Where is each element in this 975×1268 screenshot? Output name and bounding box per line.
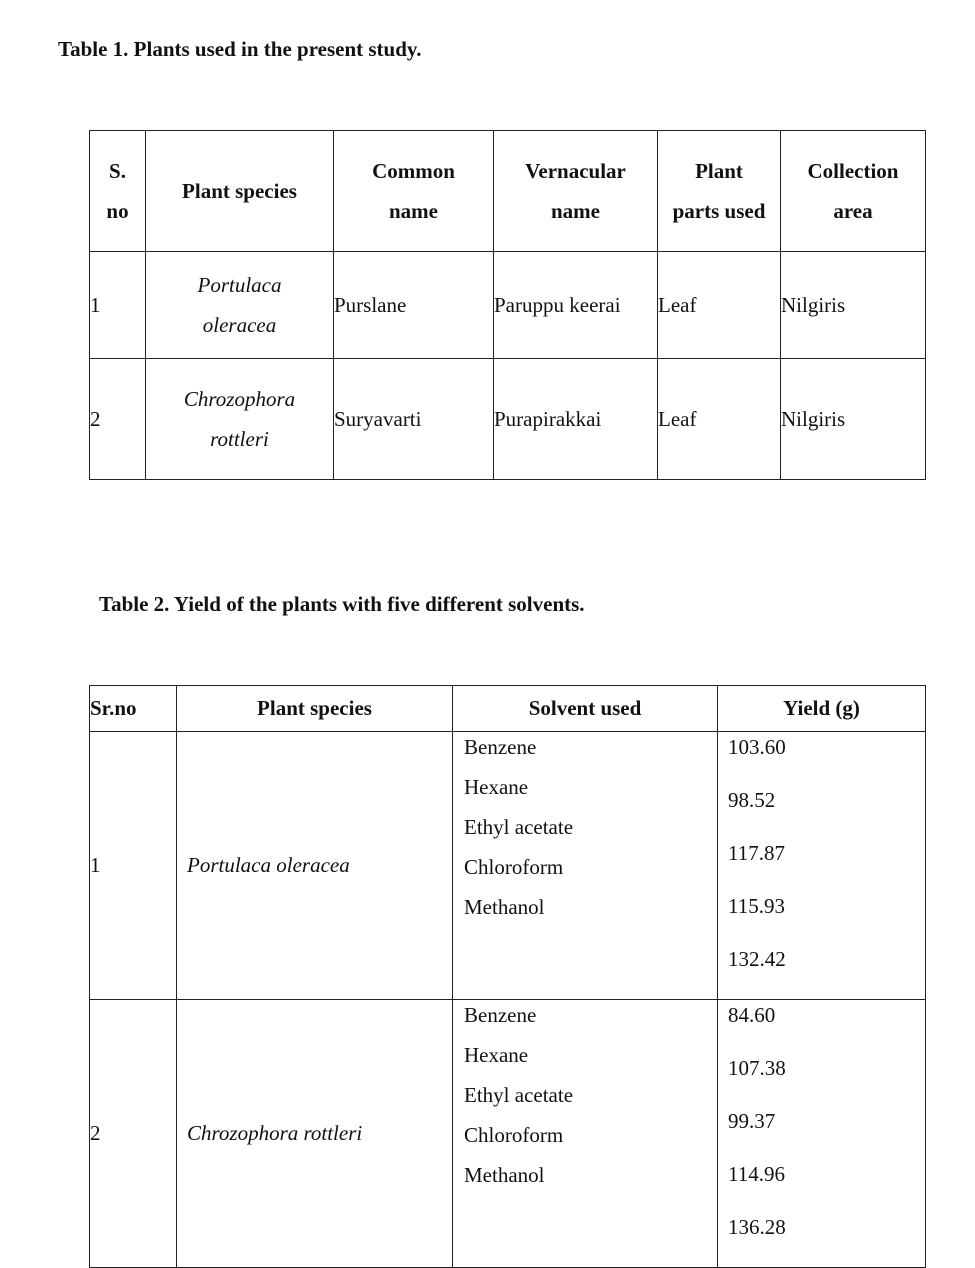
header-plant-species: Plant species xyxy=(146,131,334,252)
solvent-item: Methanol xyxy=(464,895,545,919)
cell-common-name: Purslane xyxy=(334,252,494,359)
table1-caption: Table 1. Plants used in the present study. xyxy=(58,37,422,61)
cell-sno: 2 xyxy=(90,359,146,480)
cell-sno: 1 xyxy=(90,252,146,359)
yield-value: 114.96 xyxy=(728,1162,785,1186)
plants-table xyxy=(89,130,926,480)
table-row xyxy=(90,359,926,480)
yield-value: 115.93 xyxy=(728,894,785,918)
solvent-item: Benzene xyxy=(464,1003,537,1027)
solvent-item: Chloroform xyxy=(464,1123,564,1147)
cell-vernacular-name: Paruppu keerai xyxy=(494,252,658,359)
yield-value: 103.60 xyxy=(728,735,786,759)
yield-table xyxy=(89,685,926,1268)
table2-caption: Table 2. Yield of the plants with five different solvents. xyxy=(99,592,585,616)
table-row xyxy=(90,1000,926,1268)
cell-species: Portulaca oleracea xyxy=(177,732,453,1000)
solvent-item: Ethyl acetate xyxy=(464,1083,574,1107)
table-row xyxy=(90,252,926,359)
solvent-item: Hexane xyxy=(464,1043,529,1067)
yield-value: 98.52 xyxy=(728,788,776,812)
header-srno: Sr.no xyxy=(90,686,177,732)
header-yield: Yield (g) xyxy=(718,686,926,732)
cell-solvents xyxy=(453,1000,718,1268)
cell-common-name: Suryavarti xyxy=(334,359,494,480)
yield-value: 136.28 xyxy=(728,1215,786,1239)
table2-header-row xyxy=(90,686,926,732)
cell-collection-area: Nilgiris xyxy=(781,252,926,359)
solvent-item: Benzene xyxy=(464,735,537,759)
table-row xyxy=(90,732,926,1000)
yield-value: 132.42 xyxy=(728,947,786,971)
header-vernacular-name: Vernacular name xyxy=(494,131,658,252)
yield-value: 107.38 xyxy=(728,1056,786,1080)
cell-species: Chrozophora rottleri xyxy=(177,1000,453,1268)
table1-header-row xyxy=(90,131,926,252)
cell-species: Chrozophora rottleri xyxy=(146,359,334,480)
cell-solvents xyxy=(453,732,718,1000)
solvent-item: Hexane xyxy=(464,775,529,799)
cell-species: Portulaca oleracea xyxy=(146,252,334,359)
solvent-item: Methanol xyxy=(464,1163,545,1187)
header-common-name: Common name xyxy=(334,131,494,252)
header-plant-parts: Plant parts used xyxy=(658,131,781,252)
cell-plant-parts: Leaf xyxy=(658,252,781,359)
header-plant-species: Plant species xyxy=(177,686,453,732)
cell-plant-parts: Leaf xyxy=(658,359,781,480)
cell-srno: 1 xyxy=(90,732,177,1000)
cell-yields xyxy=(718,732,926,1000)
header-solvent-used: Solvent used xyxy=(453,686,718,732)
yield-value: 84.60 xyxy=(728,1003,776,1027)
yield-value: 99.37 xyxy=(728,1109,776,1133)
yield-value: 117.87 xyxy=(728,841,785,865)
cell-collection-area: Nilgiris xyxy=(781,359,926,480)
header-collection-area: Collection area xyxy=(781,131,926,252)
cell-vernacular-name: Purapirakkai xyxy=(494,359,658,480)
cell-yields xyxy=(718,1000,926,1268)
solvent-item: Chloroform xyxy=(464,855,564,879)
header-sno: S. no xyxy=(90,131,146,252)
solvent-item: Ethyl acetate xyxy=(464,815,574,839)
cell-srno: 2 xyxy=(90,1000,177,1268)
